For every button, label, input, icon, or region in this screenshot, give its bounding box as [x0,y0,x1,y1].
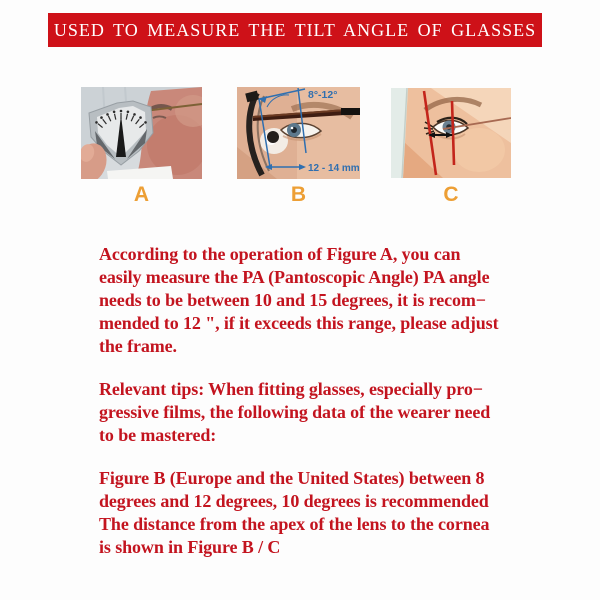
page-title: USED TO MEASURE THE TILT ANGLE OF GLASSES [53,20,537,40]
distance-label: 12 - 14 mm [308,163,360,174]
text-line: to be mastered: [99,425,217,445]
figure-b-image [237,87,360,179]
text-line: Relevant tips: When fitting glasses, especially pro− [99,379,483,399]
text-line: The distance from the apex of the lens to the cornea [99,514,490,534]
figure-c-image [391,88,511,178]
text-line: mended to 12 ", if it exceeds this range, please adjust [99,313,499,333]
text-line: easily measure the PA (Pantoscopic Angle) PA angle [99,267,490,287]
text-line: Figure B (Europe and the United States) between 8 [99,468,485,488]
figure-a-label: A [133,183,150,206]
paragraph-pantoscopic-angle [99,243,498,358]
text-line: needs to be between 10 and 15 degrees, it is recom− [99,290,486,310]
pantoscopic-angle-gauge-photo [81,87,202,179]
figure-c-label: C [443,183,459,206]
paragraph-relevant-tips [99,378,498,447]
text-line: the frame. [99,336,177,356]
paragraph-figure-b-c [99,467,498,559]
angle-label: 8°-12° [308,89,338,101]
text-line: is shown in Figure B / C [99,537,281,557]
text-line: gressive films, the following data of the wearer need [99,402,491,422]
vertex-distance-photo [391,88,511,178]
description-text [99,243,498,559]
figure-a-image [81,87,202,179]
glasses-angle-annotated-photo [237,87,360,179]
text-line: degrees and 12 degrees, 10 degrees is recommended [99,491,489,511]
title-banner [48,13,542,47]
text-line: According to the operation of Figure A, you can [99,244,461,264]
figure-b-label: B [290,183,307,206]
